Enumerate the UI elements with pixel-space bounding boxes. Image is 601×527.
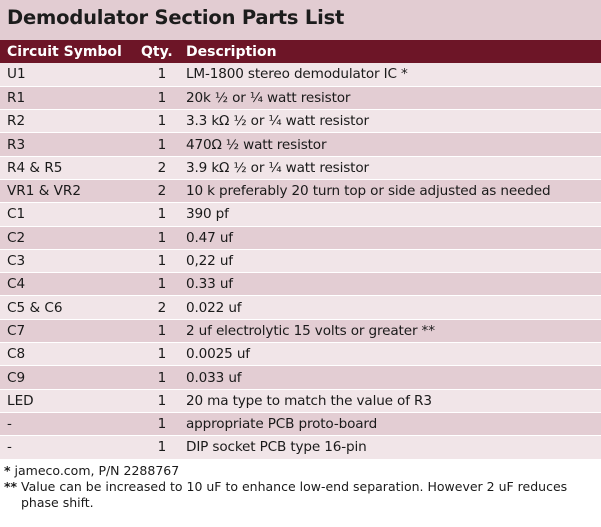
cell-description: LM-1800 stereo demodulator IC *	[181, 63, 601, 86]
cell-qty: 1	[137, 343, 181, 366]
table-row	[0, 436, 601, 459]
cell-symbol: C8	[0, 343, 137, 366]
footnote-2-text: Value can be increased to 10 uF to enhance low-end separation. However 2 uF reduces	[17, 478, 568, 494]
table-row	[0, 389, 601, 412]
cell-qty: 1	[137, 203, 181, 226]
cell-symbol: -	[0, 412, 137, 435]
cell-description: 0.33 uf	[181, 273, 601, 296]
page-title: Demodulator Section Parts List	[0, 0, 601, 40]
cell-description: 0.0025 uf	[181, 343, 601, 366]
cell-symbol: R1	[0, 86, 137, 109]
table-row	[0, 412, 601, 435]
cell-qty: 2	[137, 156, 181, 179]
cell-symbol: VR1 & VR2	[0, 179, 137, 202]
cell-description: 3.9 kΩ ½ or ¼ watt resistor	[181, 156, 601, 179]
table-row	[0, 343, 601, 366]
table-row	[0, 203, 601, 226]
cell-description: 0,22 uf	[181, 249, 601, 272]
table-header-row	[0, 40, 601, 63]
cell-description: 20k ½ or ¼ watt resistor	[181, 86, 601, 109]
cell-qty: 1	[137, 249, 181, 272]
cell-symbol: -	[0, 436, 137, 459]
cell-symbol: R3	[0, 133, 137, 156]
table-row	[0, 366, 601, 389]
cell-qty: 1	[137, 366, 181, 389]
cell-symbol: C9	[0, 366, 137, 389]
table-row	[0, 63, 601, 86]
cell-description: 2 uf electrolytic 15 volts or greater **	[181, 319, 601, 342]
parts-table	[0, 40, 601, 460]
cell-qty: 1	[137, 319, 181, 342]
table-row	[0, 179, 601, 202]
footnote-2	[4, 479, 601, 511]
cell-qty: 1	[137, 63, 181, 86]
cell-qty: 1	[137, 389, 181, 412]
cell-description: 0.022 uf	[181, 296, 601, 319]
column-header-description: Description	[181, 40, 601, 63]
footnote-2-mark: **	[4, 478, 18, 494]
cell-symbol: C1	[0, 203, 137, 226]
table-row	[0, 156, 601, 179]
footnote-2-continuation: phase shift.	[21, 494, 94, 510]
parts-table-body	[0, 63, 601, 459]
cell-symbol: U1	[0, 63, 137, 86]
footnote-1-mark: *	[4, 462, 11, 478]
cell-symbol: R2	[0, 110, 137, 133]
cell-qty: 1	[137, 133, 181, 156]
table-row	[0, 110, 601, 133]
table-row	[0, 226, 601, 249]
table-row	[0, 133, 601, 156]
cell-qty: 1	[137, 110, 181, 133]
cell-qty: 1	[137, 436, 181, 459]
footnote-1	[4, 463, 601, 479]
cell-description: appropriate PCB proto-board	[181, 412, 601, 435]
cell-symbol: C7	[0, 319, 137, 342]
table-row	[0, 249, 601, 272]
column-header-qty: Qty.	[137, 40, 181, 63]
cell-description: 10 k preferably 20 turn top or side adjusted as needed	[181, 179, 601, 202]
cell-symbol: LED	[0, 389, 137, 412]
column-header-symbol: Circuit Symbol	[0, 40, 137, 63]
cell-description: 20 ma type to match the value of R3	[181, 389, 601, 412]
cell-description: DIP socket PCB type 16-pin	[181, 436, 601, 459]
cell-description: 0.033 uf	[181, 366, 601, 389]
cell-description: 390 pf	[181, 203, 601, 226]
cell-qty: 2	[137, 296, 181, 319]
cell-qty: 1	[137, 86, 181, 109]
cell-symbol: C2	[0, 226, 137, 249]
cell-symbol: C5 & C6	[0, 296, 137, 319]
footnotes	[0, 460, 601, 511]
cell-qty: 1	[137, 273, 181, 296]
table-row	[0, 296, 601, 319]
table-row	[0, 86, 601, 109]
table-row	[0, 273, 601, 296]
cell-qty: 1	[137, 226, 181, 249]
cell-description: 3.3 kΩ ½ or ¼ watt resistor	[181, 110, 601, 133]
cell-description: 0.47 uf	[181, 226, 601, 249]
cell-symbol: C4	[0, 273, 137, 296]
cell-symbol: R4 & R5	[0, 156, 137, 179]
cell-qty: 1	[137, 412, 181, 435]
footnote-1-text: jameco.com, P/N 2288767	[10, 462, 180, 478]
cell-description: 470Ω ½ watt resistor	[181, 133, 601, 156]
cell-symbol: C3	[0, 249, 137, 272]
table-row	[0, 319, 601, 342]
cell-qty: 2	[137, 179, 181, 202]
